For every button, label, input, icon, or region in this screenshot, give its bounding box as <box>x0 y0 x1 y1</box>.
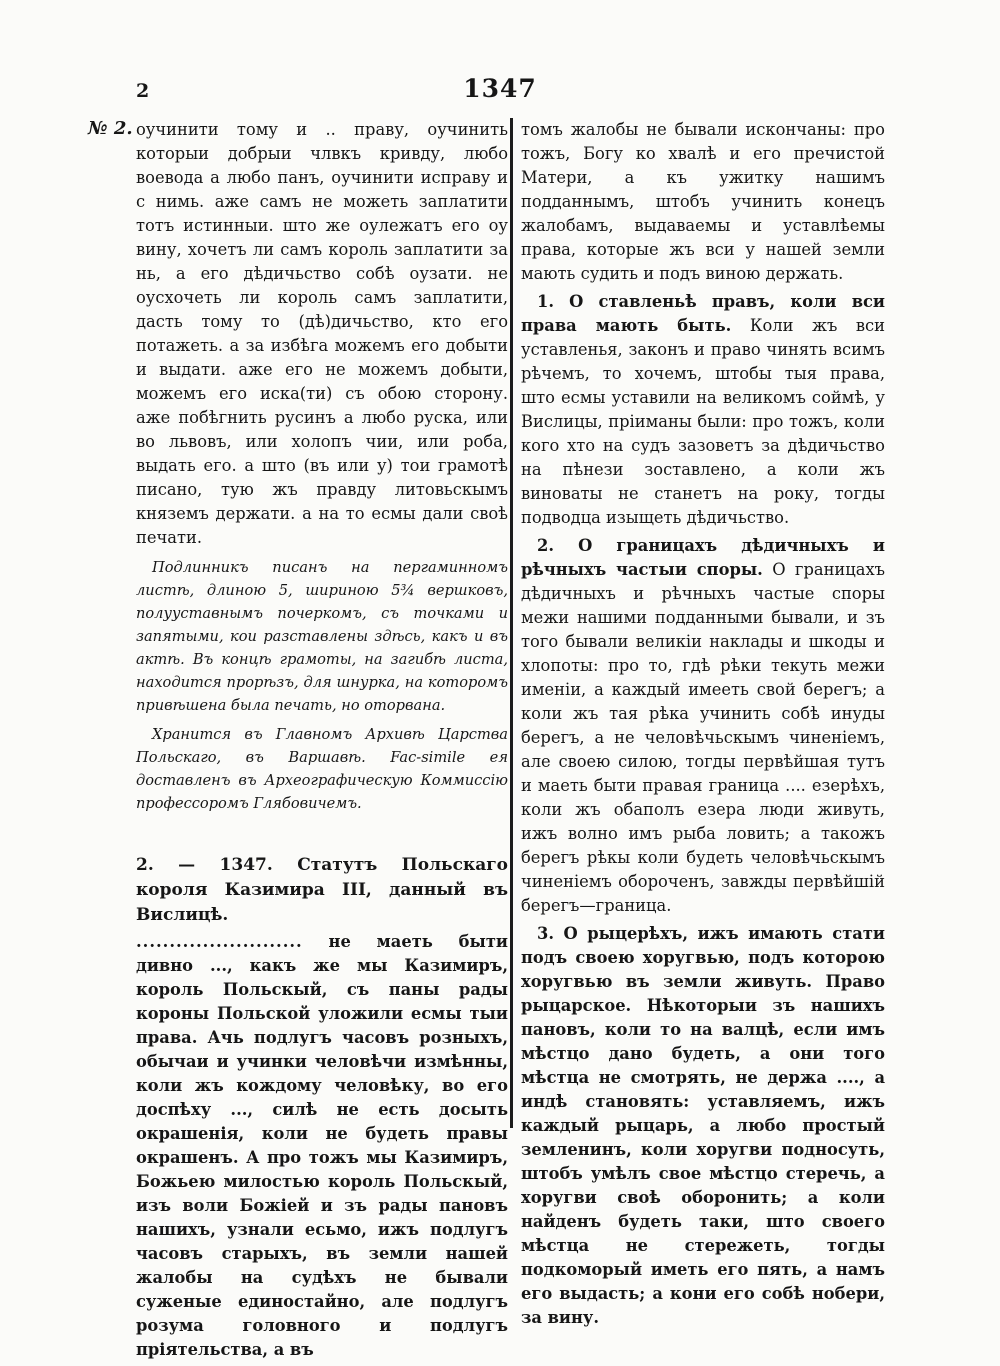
article-2 <box>521 534 885 918</box>
right-column <box>521 118 885 1334</box>
lacuna-dots: ......................... <box>136 932 303 951</box>
article-1 <box>521 290 885 530</box>
article-3-title: 3. О рыцерѣхъ, ижъ имають стати подъ своею хоругвью, подъ которою хоругвью въ земли живуть. Право рыцарское. <box>521 924 885 1015</box>
article-2-title: 2. О границахъ дѣдичныхъ и рѣчныхъ частыи споры. <box>521 536 885 579</box>
article-1-title: 1. О ставленьѣ правъ, коли вси права мають быть. <box>521 292 885 335</box>
year-header: 1347 <box>463 74 537 103</box>
page-number: 2 <box>136 80 150 102</box>
document-2-text <box>136 930 508 1362</box>
document-2-heading: 2. — 1347. Статутъ Польскаго короля Казимира III, данный въ Вислицѣ. <box>136 855 508 925</box>
article-3-text: Нѣкоторыи зъ нашихъ пановъ, коли то на валцѣ, если имъ мѣстцо дано будеть, а они того мѣстца не смотрять, не держа ...., а индѣ становять: уставляемъ, ижъ каждый рыцарь, а любо простый земленинъ, коли хоругви подносуть, штобъ умѣлъ свое мѣстцо стеречь, а хоругви своѣ оборонить; а коли найденъ будеть таки, што своего мѣстца не стережеть, тогды подкоморый иметь его пять, а намъ его выдасть; а кони его собѣ нобери, за вину. <box>521 996 885 1327</box>
left-column <box>136 118 508 1366</box>
document-1-text: оучинити тому и .. праву, оучинить которыи добрыи члвкъ кривду, любо воевода а любо панъ, оучинити исправу и с нимь. аже самъ не можеть заплатити тотъ истинныи. што же оулежатъ его оу вину, хочетъ ли самъ король заплатити за нь, а его дѣдичьство собѣ оузати. не оусхочеть ли король самъ заплатити, дасть тому то (дѣ)дичьство, кто его потажеть. а за избѣга можемъ его добыти и выдати. аже его не можемъ добыти, можемъ его иска(ти) съ обою сторону. аже побѣгнить русинъ а любо руска, или во львовъ, или холопъ чии, или роба, выдать его. а што (въ или у) тои грамотѣ писано, тую жъ правду литовьскымъ княземъ держати. а на то есмы дали своѣ печати. <box>136 120 508 547</box>
column-divider <box>510 118 513 1128</box>
article-3 <box>521 922 885 1330</box>
article-2-text: О границахъ дѣдичныхъ и рѣчныхъ частые споры межи нашими подданными бывали, и зъ того бывали великіи наклады и шкоды и хлопоты: про то, гдѣ рѣки текуть межи именіи, а каждый имееть свой берегъ; а коли жъ тая рѣка учинить собѣ инуды берегъ, а не человѣчьскымъ чиненіемъ, але своею силою, тогды первѣйшая тутъ и маеть быти правая граница .... езерѣхъ, коли жъ обаполъ езера люди живуть, ижъ волно имъ рыба ловить; а такожъ берегъ рѣкы коли будеть человѣчьскымъ чиненіемъ обороченъ, завжды первѣйшій берегъ—граница. <box>521 560 885 915</box>
archive-note: Хранится въ Главномъ Архивѣ Царства Польскаго, въ Варшавѣ. Fac-simile ея доставленъ въ Археографическую Коммиссію профессоромъ Глябовичемъ. <box>136 726 508 812</box>
document-number-label: № 2. <box>88 118 133 139</box>
document-2-body: не маеть быти дивно ..., какъ же мы Казимиръ, король Польскый, съ паны рады короны Польской уложили есмы тыи права. Ачь подлугъ часовъ розныхъ, обычаи и учинки человѣчи измѣнны, коли жъ кождому человѣку, во его доспѣху ..., силѣ не есть досыть окрашенія, коли не будеть правы окрашенъ. А про тожъ мы Казимиръ, Божьею милостью король Польскый, изъ воли Божіей и зъ рады пановъ нашихъ, узнали есьмо, ижъ подлугъ часовъ старыхъ, въ земли нашей жалобы на судѣхъ не бывали суженые единостайно, але подлугъ розума головного и подлугъ пріятельства, а въ <box>136 932 508 1359</box>
continuation-text: томъ жалобы не бывали искончаны: про тожъ, Богу ко хвалѣ и его пречистой Матери, а къ ужитку нашимъ подданнымъ, штобъ учинить конецъ жалобамъ, выдаваемы и уставлѣемы права, которые жъ вси у нашей земли мають судить и подъ виною держать. <box>521 120 885 283</box>
article-1-text: Коли жъ вси уставленья, законъ и право чинять всимъ рѣчемъ, то хочемъ, штобы тыя права, што есмы уставили на великомъ соймѣ, у Вислицы, пріиманы были: про тожъ, коли кого хто на судъ зазоветъ за дѣдичьство на пѣнези зоставлено, а коли жъ виноваты не станетъ на року, тогды подводца изыщеть дѣдичьство. <box>521 316 885 527</box>
provenance-note: Подлинникъ писанъ на пергаминномъ листѣ, длиною 5, шириною 5¾ вершковъ, полууставнымъ почеркомъ, съ точками и запятыми, кои разставлены здѣсь, какъ и въ актѣ. Въ концѣ грамоты, на загибѣ листа, находится прорѣзъ, для шнурка, на которомъ привѣшена была печать, но оторвана. <box>136 559 508 714</box>
